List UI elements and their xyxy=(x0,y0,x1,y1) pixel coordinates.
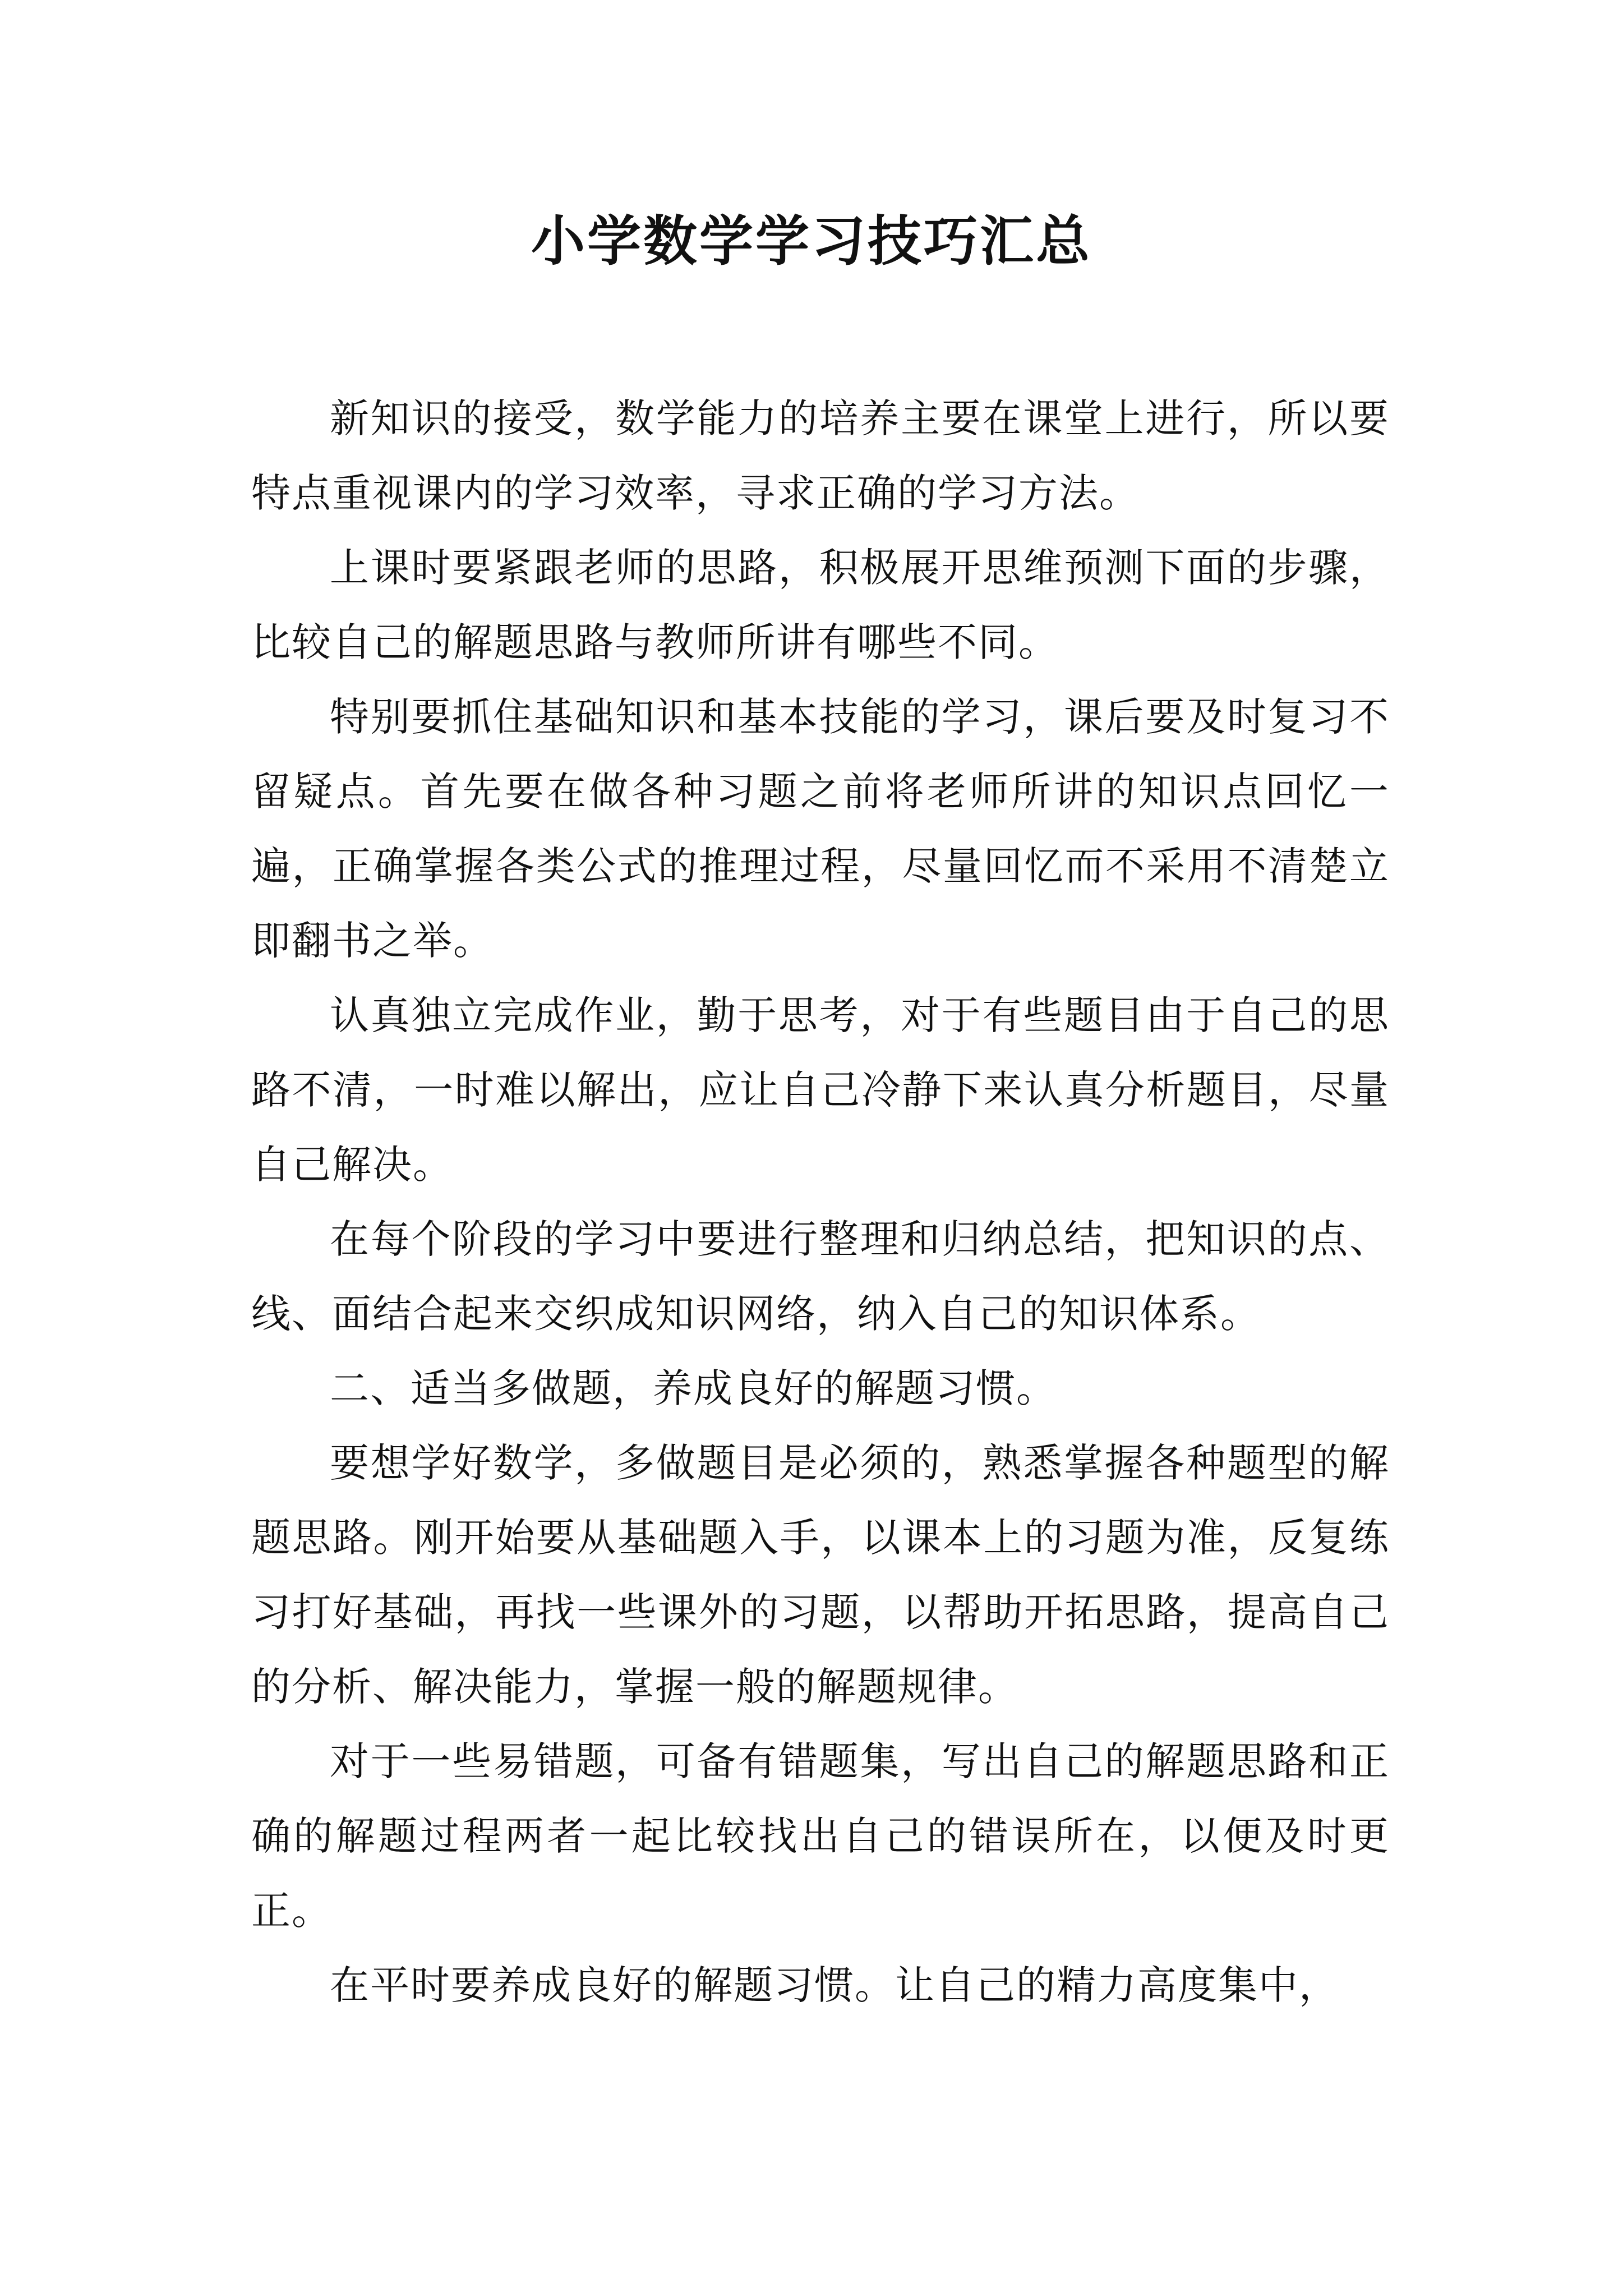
paragraph: 在平时要养成良好的解题习惯。让自己的精力高度集中， xyxy=(330,1962,1339,2008)
document-body xyxy=(251,381,1390,2023)
paragraph: 新知识的接受，数学能力的培养主要在课堂上进行，所以要特点重视课内的学习效率，寻求正确的学习方法。 xyxy=(251,395,1390,516)
paragraph: 特别要抓住基础知识和基本技能的学习，课后要及时复习不留疑点。首先要在做各种习题之前将老师所讲的知识点回忆一遍，正确掌握各类公式的推理过程，尽量回忆而不采用不清楚立即翻书之举。 xyxy=(251,694,1390,964)
paragraph: 对于一些易错题，可备有错题集，写出自己的解题思路和正确的解题过程两者一起比较找出自己的错误所在，以便及时更正。 xyxy=(251,1738,1390,1934)
section-heading: 二、适当多做题，养成良好的解题习惯。 xyxy=(330,1365,1057,1411)
paragraph: 上课时要紧跟老师的思路，积极展开思维预测下面的步骤，比较自己的解题思路与教师所讲有哪些不同。 xyxy=(251,545,1390,665)
document-title: 小学数学学习技巧汇总 xyxy=(531,209,1092,273)
paragraph: 认真独立完成作业，勤于思考，对于有些题目由于自己的思路不清，一时难以解出，应让自己冷静下来认真分析题目，尽量自己解决。 xyxy=(251,992,1390,1188)
paragraph: 要想学好数学，多做题目是必须的，熟悉掌握各种题型的解题思路。刚开始要从基础题入手，以课本上的习题为准，反复练习打好基础，再找一些课外的习题，以帮助开拓思路，提高自己的分析、解决能力，掌握一般的解题规律。 xyxy=(251,1440,1390,1710)
paragraph: 在每个阶段的学习中要进行整理和归纳总结，把知识的点、线、面结合起来交织成知识网络，纳入自己的知识体系。 xyxy=(251,1216,1390,1337)
